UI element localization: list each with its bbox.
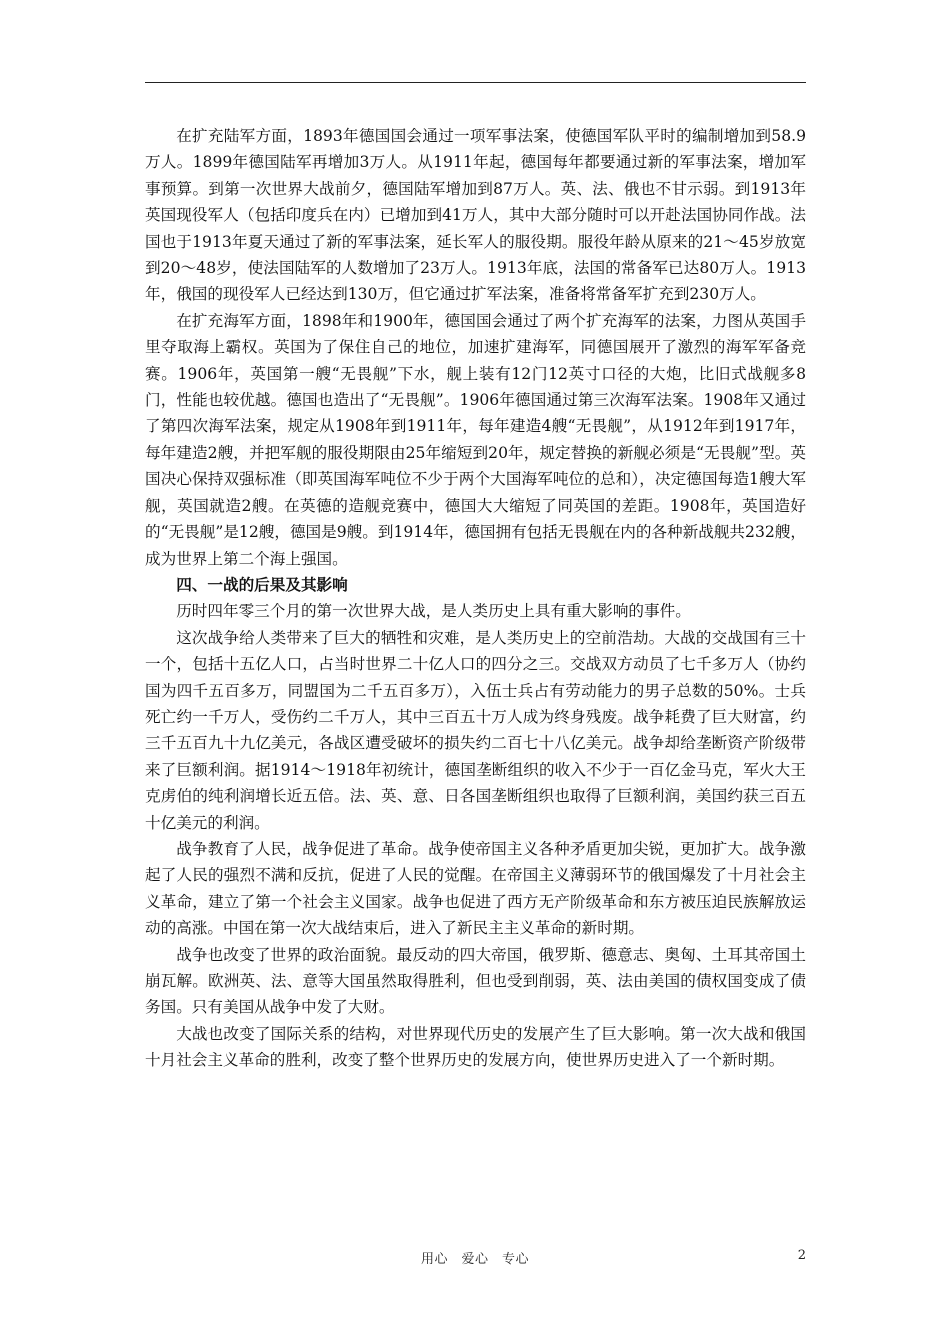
paragraph-relations: 大战也改变了国际关系的结构，对世界现代历史的发展产生了巨大影响。第一次大战和俄国十月社会主义革命的胜利，改变了整个世界历史的发展方向，使世界历史进入了一个新时期。	[145, 1024, 806, 1070]
footer-motto: 用心 爱心 专心	[420, 1252, 529, 1267]
page-number: 2	[797, 1248, 806, 1263]
document-body	[145, 123, 806, 1074]
paragraph-navy: 在扩充海军方面，1898年和1900年，德国国会通过了两个扩充海军的法案，力图从英国手里夺取海上霸权。英国为了保住自己的地位，加速扩建海军，同德国展开了激烈的海军军备竞赛。1906年，英国第一艘“无畏舰”下水，舰上装有12门12英寸口径的大炮，比旧式战舰多8门，性能也较优越。德国也造出了“无畏舰”。1906年德国通过第三次海军法案。1908年又通过了第四次海军法案，规定从1908年到1911年，每年建造4艘“无畏舰”，从1912年到1917年，每年建造2艘，并把军舰的服役期限由25年缩短到20年，规定替换的新舰必须是“无畏舰”型。英国决心保持双强标准（即英国海军吨位不少于两个大国海军吨位的总和），决定德国每造1艘大军舰，英国就造2艘。在英德的造舰竞赛中，德国大大缩短了同英国的差距。1908年，英国造好的“无畏舰”是12艘，德国是9艘。到1914年，德国拥有包括无畏舰在内的各种新战舰共232艘，成为世界上第二个海上强国。	[145, 311, 806, 568]
section-heading: 四、一战的后果及其影响	[176, 575, 348, 594]
paragraph-army: 在扩充陆军方面，1893年德国国会通过一项军事法案，使德国军队平时的编制增加到58.9万人。1899年德国陆军再增加3万人。从1911年起，德国每年都要通过新的军事法案，增加军事预算。到第一次世界大战前夕，德国陆军增加到87万人。英、法、俄也不甘示弱。到1913年英国现役军人（包括印度兵在内）已增加到41万人，其中大部分随时可以开赴法国协同作战。法国也于1913年夏天通过了新的军事法案，延长军人的服役期。服役年龄从原来的21～45岁放宽到20～48岁，使法国陆军的人数增加了23万人。1913年底，法国的常备军已达80万人。1913年，俄国的现役军人已经达到130万，但它通过扩军法案，准备将常备军扩充到230万人。	[145, 127, 806, 304]
header-rule	[145, 82, 806, 83]
paragraph-politics: 战争也改变了世界的政治面貌。最反动的四大帝国，俄罗斯、德意志、奥匈、土耳其帝国土崩瓦解。欧洲英、法、意等大国虽然取得胜利，但也受到削弱，英、法由美国的债权国变成了债务国。只有美国从战争中发了大财。	[145, 945, 806, 1017]
paragraph-intro: 历时四年零三个月的第一次世界大战，是人类历史上具有重大影响的事件。	[176, 602, 691, 621]
paragraph-revolution: 战争教育了人民，战争促进了革命。战争使帝国主义各种矛盾更加尖锐，更加扩大。战争激起了人民的强烈不满和反抗，促进了人民的觉醒。在帝国主义薄弱环节的俄国爆发了十月社会主义革命，建立了第一个社会主义国家。战争也促进了西方无产阶级革命和东方被压迫民族解放运动的高涨。中国在第一次大战结束后，进入了新民主主义革命的新时期。	[145, 839, 806, 938]
paragraph-sacrifice: 这次战争给人类带来了巨大的牺牲和灾难，是人类历史上的空前浩劫。大战的交战国有三十一个，包括十五亿人口，占当时世界二十亿人口的四分之三。交战双方动员了七千多万人（协约国为四千五百多万，同盟国为二千五百多万），入伍士兵占有劳动能力的男子总数的50%。士兵死亡约一千万人，受伤约二千万人，其中三百五十万人成为终身残废。战争耗费了巨大财富，约三千五百九十九亿美元，各战区遭受破坏的损失约二百七十八亿美元。战争却给垄断资产阶级带来了巨额利润。据1914～1918年初统计，德国垄断组织的收入不少于一百亿金马克，军火大王克虏伯的纯利润增长近五倍。法、英、意、日各国垄断组织也取得了巨额利润，美国约获三百五十亿美元的利润。	[145, 628, 806, 832]
